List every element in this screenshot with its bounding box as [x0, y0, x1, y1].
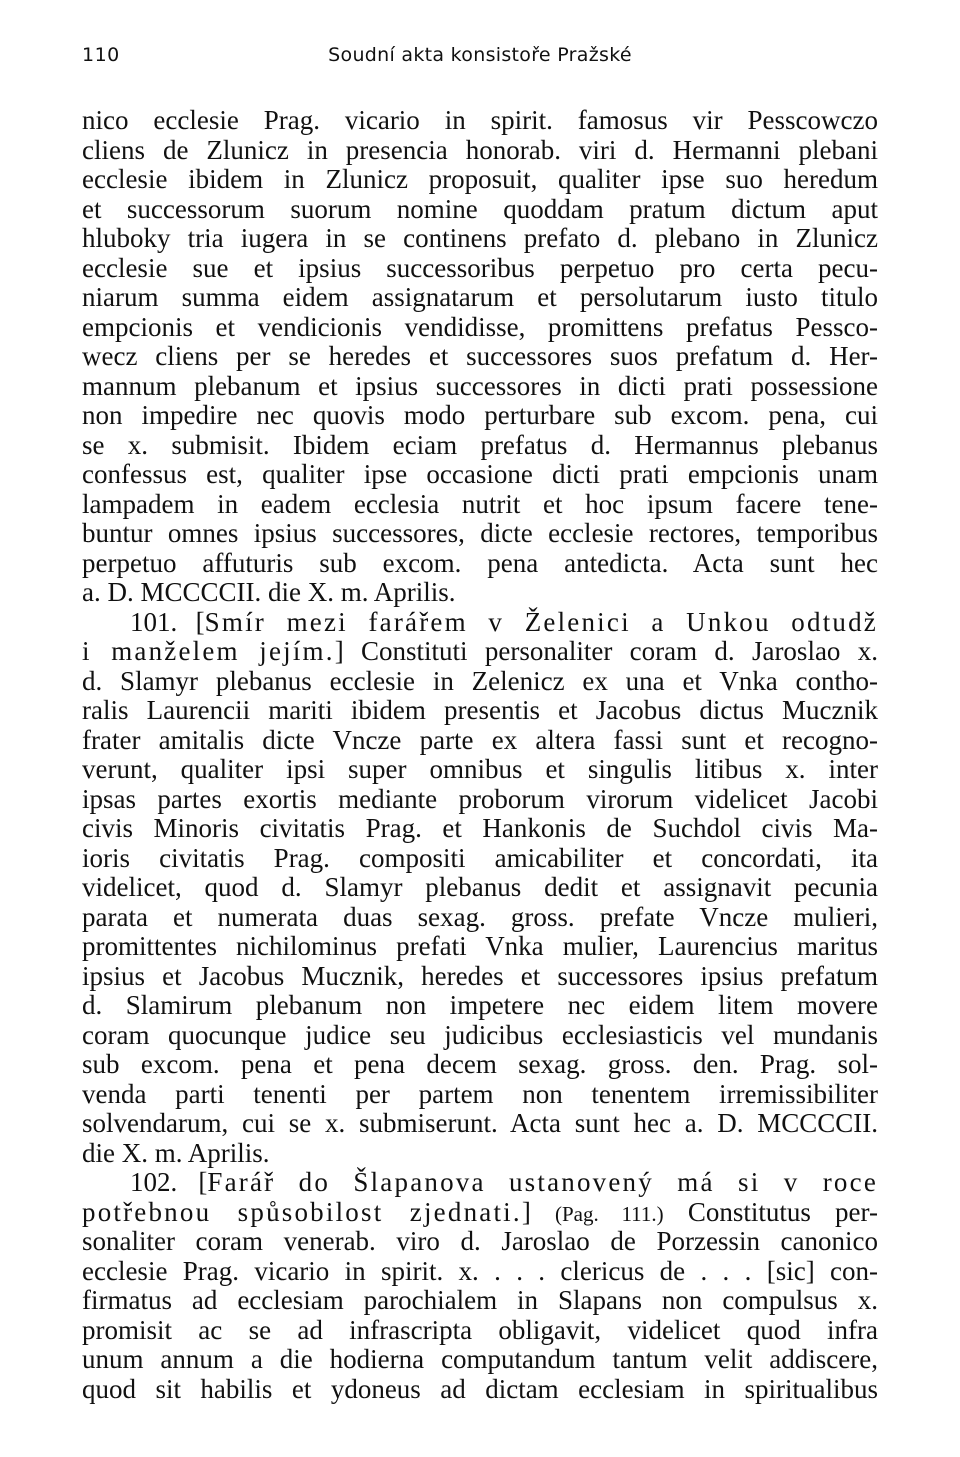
text-line [82, 755, 878, 785]
text-line [82, 1198, 878, 1228]
text-run: sonaliter coram venerab. viro d. Jaroslao de Porzessin canonico [82, 1226, 878, 1256]
text-line [82, 283, 878, 313]
text-run: niarum summa eidem assignatarum et persolutarum iusto titulo [82, 282, 878, 312]
text-run: unum annum a die hodierna computandum tantum velit addiscere, [82, 1344, 878, 1374]
text-line [82, 608, 878, 638]
text-line [82, 932, 878, 962]
text-run: hluboky tria iugera in se continens prefato d. plebano in Zlunicz [82, 223, 878, 253]
text-run: non impedire nec quovis modo perturbare sub excom. pena, cui [82, 400, 878, 430]
text-line [82, 401, 878, 431]
text-run: promisit ac se ad infrascripta obligavit, videlicet quod infra [82, 1314, 878, 1345]
text-run: quod sit habilis et ydoneus ad dictam ecclesiam in spiritualibus [82, 1373, 878, 1404]
text-run: ioris civitatis Prag. compositi amicabiliter et concordati, ita [82, 842, 878, 873]
running-head [82, 44, 878, 74]
text-line [82, 1021, 878, 1051]
text-run: lampadem in eadem ecclesia nutrit et hoc ipsum facere tene- [82, 488, 878, 519]
text-line [82, 726, 878, 756]
text-run: d. Slamyr plebanus ecclesie in Zelenicz ex una et Vnka contho- [82, 665, 878, 696]
heading-run: potřebnou spůsobilost zjednati. [82, 1196, 522, 1227]
text-run: civis Minoris civitatis Prag. et Hankonis de Suchdol civis Ma- [82, 813, 878, 843]
text-line [82, 1168, 878, 1198]
text-run: empcionis et vendicionis vendidisse, promittens prefatus Pessco- [82, 311, 878, 342]
text-run: nico ecclesie Prag. vicario in spirit. famosus vir Pesscowczo [82, 105, 878, 135]
text-line [82, 224, 878, 254]
text-run: d. Slamirum plebanum non impetere nec eidem litem movere [82, 990, 878, 1020]
text-run: videlicet, quod d. Slamyr plebanus dedit et assignavit pecunia [82, 872, 878, 902]
text-line [82, 667, 878, 697]
text-run: solvendarum, cui se x. submiserunt. Acta sunt hec a. D. MCCCCII. [82, 1108, 878, 1138]
text-run: ecclesie Prag. vicario in spirit. x. . . . clericus de . . . [sic] con- [82, 1255, 878, 1286]
text-line [82, 372, 878, 402]
text-run: et successorum suorum nomine quoddam pratum dictum aput [82, 193, 878, 224]
heading-run: Farář do Šlapanova ustanovený má si v roce [207, 1167, 879, 1197]
body-text [82, 106, 878, 1404]
text-line [82, 578, 878, 608]
text-line [82, 195, 878, 225]
text-run: wecz cliens per se heredes et successores suos prefatum d. Her- [82, 341, 878, 371]
text-run: ] [521, 1196, 555, 1227]
text-run: ] Constituti personaliter coram d. Jaroslao x. [334, 636, 878, 666]
text-run: ralis Laurencii mariti ibidem presentis et Jacobus dictus Mucznik [82, 695, 878, 725]
text-line [82, 519, 878, 549]
text-run: ecclesie sue et ipsius successoribus perpetuo pro certa pecu- [82, 252, 878, 283]
text-line [82, 1080, 878, 1110]
text-run: perpetuo affuturis sub excom. pena antedicta. Acta sunt hec [82, 547, 878, 578]
text-line [82, 991, 878, 1021]
text-line [82, 637, 878, 667]
text-run: promittentes nichilominus prefati Vnka mulier, Laurencius maritus [82, 931, 878, 961]
running-title: Soudní akta konsistoře Pražské [328, 44, 632, 66]
text-line [82, 106, 878, 136]
text-run: venda parti tenenti per partem non tenentem irremissibiliter [82, 1078, 878, 1109]
text-run: verunt, qualiter ipsi super omnibus et singulis litibus x. inter [82, 754, 878, 784]
text-run: ipsas partes exortis mediante proborum virorum videlicet Jacobi [82, 783, 878, 814]
text-line [82, 962, 878, 992]
text-line [82, 1345, 878, 1375]
text-line [82, 549, 878, 579]
text-run: firmatus ad ecclesiam parochialem in Slapans non compulsus x. [82, 1285, 878, 1315]
heading-run: Smír mezi farářem v Želenici a Unkou odtudž [204, 606, 878, 637]
text-line [82, 1227, 878, 1257]
text-run: a. D. MCCCCII. die X. m. Aprilis. [82, 577, 456, 607]
text-line [82, 1257, 878, 1287]
text-line [82, 844, 878, 874]
text-line [82, 873, 878, 903]
text-run: se x. submisit. Ibidem eciam prefatus d. Hermannus plebanus [82, 429, 878, 460]
text-line [82, 313, 878, 343]
text-line [82, 1109, 878, 1139]
text-run: mannum plebanum et ipsius successores in dicti prati possessione [82, 370, 878, 401]
text-line [82, 490, 878, 520]
text-run: sub excom. pena et pena decem sexag. gross. den. Prag. sol- [82, 1049, 878, 1079]
text-line [82, 903, 878, 933]
text-run: parata et numerata duas sexag. gross. prefate Vncze mulieri, [82, 901, 878, 932]
page-number: 110 [82, 44, 120, 66]
text-line [82, 342, 878, 372]
text-run: ecclesie ibidem in Zlunicz proposuit, qualiter ipse suo heredum [82, 164, 878, 194]
text-run: buntur omnes ipsius successores, dicte ecclesie rectores, temporibus [82, 518, 878, 548]
text-run: coram quocunque judice seu judicibus ecclesiasticis vel mundanis [82, 1019, 878, 1050]
text-run: 101. [ [130, 606, 205, 637]
text-line [82, 1316, 878, 1346]
text-line [82, 785, 878, 815]
heading-run: i manželem jejím. [82, 636, 335, 666]
text-run: confessus est, qualiter ipse occasione dicti prati empcionis unam [82, 459, 878, 489]
text-run: Constitutus per- [663, 1196, 878, 1227]
text-line [82, 254, 878, 284]
text-line [82, 460, 878, 490]
text-line [82, 1286, 878, 1316]
text-run: frater amitalis dicte Vncze parte ex altera fassi sunt et recogno- [82, 724, 878, 755]
text-line [82, 1375, 878, 1405]
text-run: cliens de Zlunicz in presencia honorab. viri d. Hermanni plebani [82, 134, 878, 165]
text-line [82, 165, 878, 195]
page-reference: (Pag. 111.) [555, 1201, 664, 1226]
text-line [82, 136, 878, 166]
text-line [82, 431, 878, 461]
text-line [82, 814, 878, 844]
text-run: 102. [ [130, 1167, 208, 1197]
text-run: ipsius et Jacobus Mucznik, heredes et successores ipsius prefatum [82, 960, 878, 991]
text-run: die X. m. Aprilis. [82, 1137, 270, 1168]
text-line [82, 1050, 878, 1080]
text-line [82, 1139, 878, 1169]
text-line [82, 696, 878, 726]
